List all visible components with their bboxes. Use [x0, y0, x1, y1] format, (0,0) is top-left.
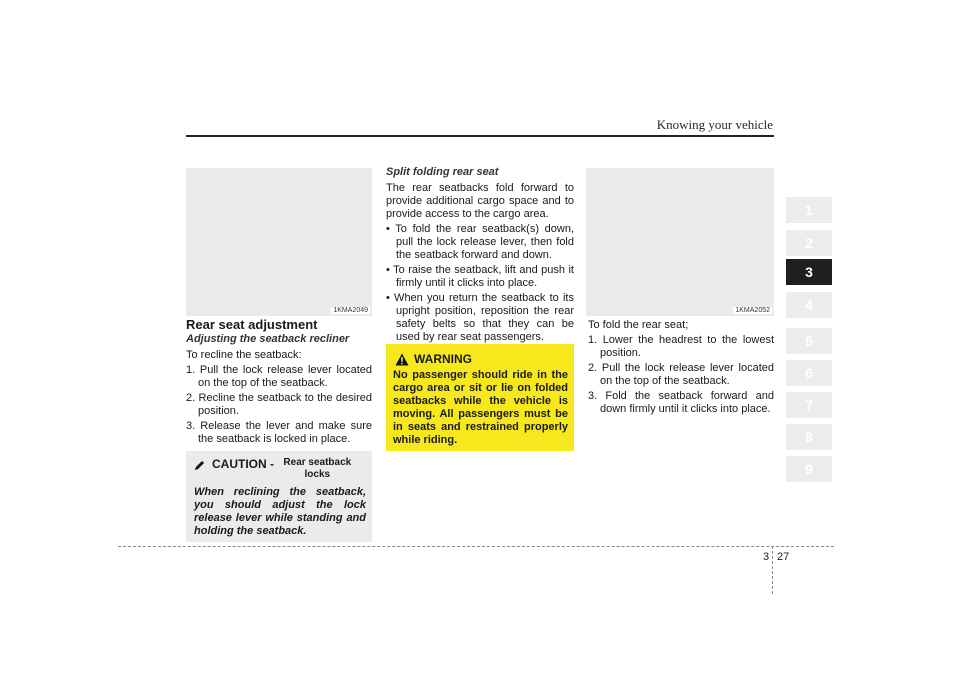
list-item: 1. Lower the headrest to the lowest position. [588, 334, 774, 359]
caution-subtitle: Rear seatback locks [283, 457, 352, 480]
recline-steps [186, 364, 372, 446]
warning-box [386, 344, 574, 451]
image-label: 1KMA2049 [333, 307, 368, 314]
intro-text: The rear seatbacks fold forward to provide additional cargo space and to provide access to the cargo area. [386, 182, 574, 220]
fold-steps [588, 334, 774, 416]
chapter-tab-6[interactable]: 6 [786, 360, 832, 386]
list-item: 2. Recline the seatback to the desired position. [186, 392, 372, 417]
warning-title: WARNING [414, 352, 472, 366]
running-header: Knowing your vehicle [656, 117, 773, 132]
intro-text: To recline the seatback: [186, 349, 302, 361]
pencil-icon [194, 458, 206, 470]
intro-text: To fold the rear seat; [588, 319, 689, 331]
chapter-tab-4[interactable]: 4 [786, 292, 832, 318]
list-item: 1. Pull the lock release lever located on the top of the seatback. [186, 364, 372, 389]
chapter-tab-2[interactable]: 2 [786, 230, 832, 256]
chapter-tab-8[interactable]: 8 [786, 424, 832, 450]
warning-triangle-icon [395, 353, 409, 366]
chapter-tab-7[interactable]: 7 [786, 392, 832, 418]
chapter-tab-1[interactable]: 1 [786, 197, 832, 223]
caution-body: When reclining the seatback, you should adjust the lock release lever while standing and holding the seatback. [194, 486, 366, 537]
middle-column [386, 166, 574, 344]
footer-divider [772, 546, 773, 594]
list-item: 3. Fold the seatback forward and down firmly until it clicks into place. [588, 390, 774, 415]
list-item: 2. Pull the lock release lever located on the top of the seatback. [588, 362, 774, 387]
seatback-recliner-illustration [186, 168, 372, 316]
image-label: 1KMA2052 [735, 307, 770, 314]
warning-body: No passenger should ride in the cargo area or sit or lie on folded seatbacks while the vehicle is moving. All passengers must be in seats and restrained properly while riding. [393, 369, 568, 446]
subsection-title: Split folding rear seat [386, 166, 499, 178]
list-item: • To raise the seatback, lift and push it firmly until it clicks into place. [386, 264, 574, 289]
list-item: 3. Release the lever and make sure the seatback is locked in place. [186, 420, 372, 445]
fold-bullets [386, 223, 574, 344]
chapter-tab-3[interactable]: 3 [786, 259, 832, 285]
section-title: Rear seat adjustment [186, 317, 318, 332]
subsection-title: Adjusting the seatback recliner [186, 333, 350, 345]
right-column [588, 319, 774, 416]
chapter-number: 3 [763, 551, 770, 563]
chapter-tab-9[interactable]: 9 [786, 456, 832, 482]
list-item: • To fold the rear seatback(s) down, pull the lock release lever, then fold the seatback forward and down. [386, 223, 574, 261]
left-column [186, 318, 372, 446]
header-rule [186, 135, 774, 137]
list-item: • When you return the seatback to its upright position, reposition the rear safety belts so that they can be used by rear seat passengers. [386, 292, 574, 343]
split-fold-illustration [586, 168, 774, 316]
footer-rule [118, 546, 834, 547]
caution-title: CAUTION - [212, 457, 278, 471]
chapter-tab-5[interactable]: 5 [786, 328, 832, 354]
page-number: 27 [777, 551, 790, 563]
caution-box [186, 451, 372, 542]
